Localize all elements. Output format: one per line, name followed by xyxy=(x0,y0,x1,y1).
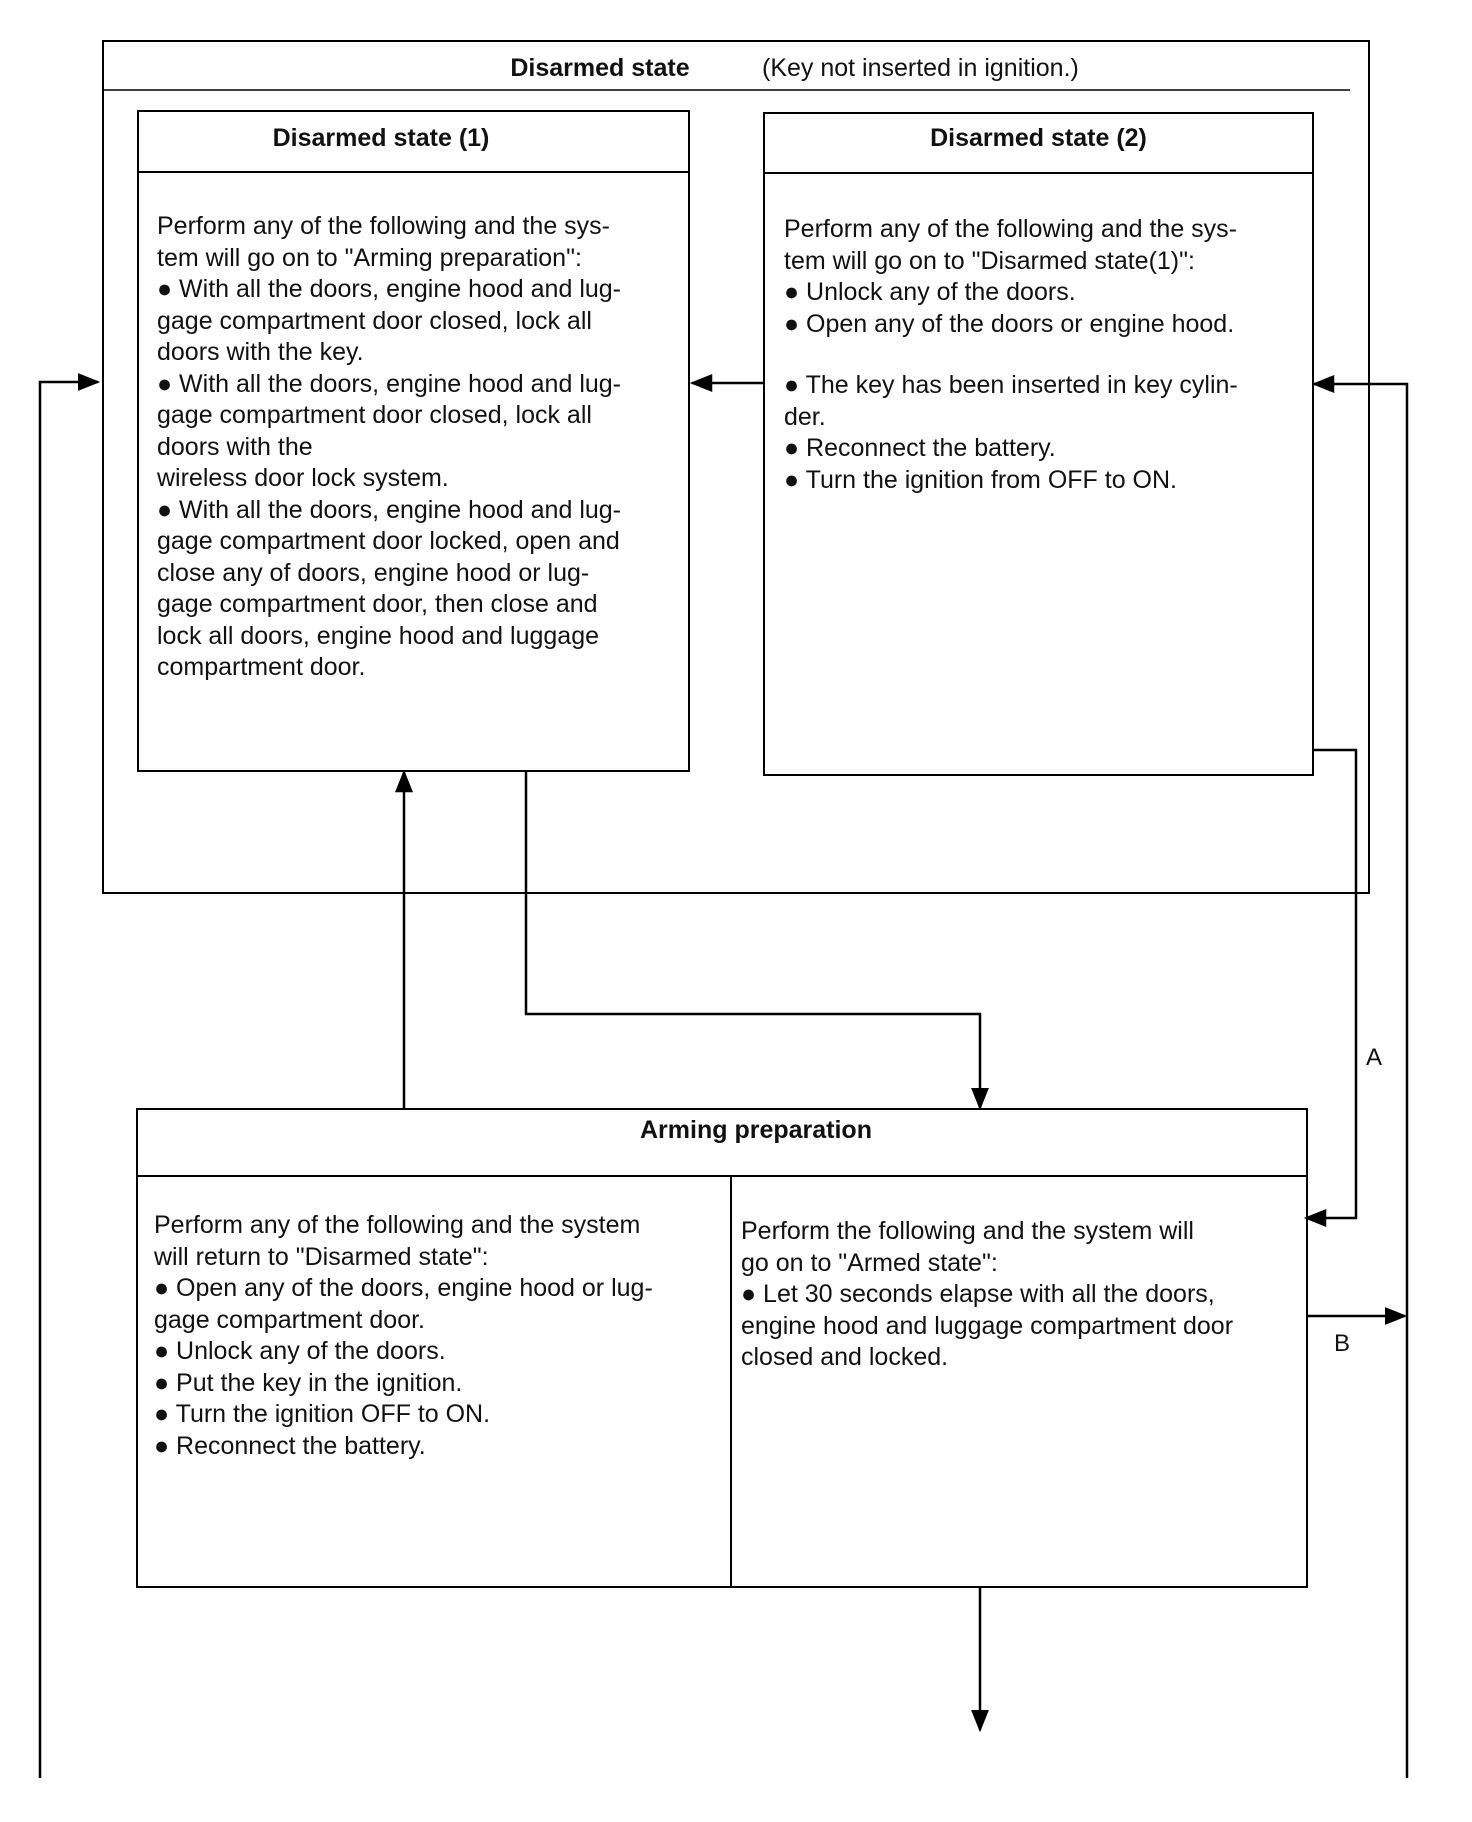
disarmed-state-1-header-divider xyxy=(139,171,688,173)
disarmed-state-2-line: Perform any of the following and the sys- xyxy=(784,215,1238,243)
disarmed-state-1-line: tem will go on to "Arming preparation": xyxy=(157,243,582,272)
label-a: A xyxy=(1366,1044,1383,1071)
arming-right-line: engine hood and luggage compartment door xyxy=(741,1311,1234,1340)
disarmed-state-1-line: ● With all the doors, engine hood and lug- xyxy=(157,369,622,398)
outer-title: Disarmed state xyxy=(510,54,690,82)
arming-left-line: ● Put the key in the ignition. xyxy=(154,1368,463,1397)
disarmed-state-1-line: doors with the xyxy=(157,432,313,461)
disarmed-state-1-line: ● With all the doors, engine hood and lug- xyxy=(157,495,622,524)
disarmed-state-1-line: ● With all the doors, engine hood and lug- xyxy=(157,275,622,303)
arming-left-line: ● Open any of the doors, engine hood or lug- xyxy=(154,1274,653,1302)
arming-right-line: Perform the following and the system will xyxy=(741,1217,1194,1245)
arming-right-line: closed and locked. xyxy=(741,1343,949,1371)
arming-left-line: ● Unlock any of the doors. xyxy=(154,1337,446,1365)
disarmed-state-1-line: gage compartment door, then close and xyxy=(157,590,598,618)
disarmed-state-1-line: wireless door lock system. xyxy=(157,464,449,492)
arming-left-line: gage compartment door. xyxy=(154,1305,425,1334)
disarmed-state-1-line: Perform any of the following and the sys- xyxy=(157,212,611,240)
disarmed-state-2-line: der. xyxy=(784,402,826,431)
disarmed-state-1-line: gage compartment door closed, lock all xyxy=(157,401,592,429)
disarmed-state-1-line: compartment door. xyxy=(157,653,366,681)
disarmed-state-2-line: ● Reconnect the battery. xyxy=(784,434,1056,462)
disarmed-state-1-line: gage compartment door locked, open and xyxy=(157,527,620,555)
disarmed-state-2-line: ● Unlock any of the doors. xyxy=(784,278,1076,306)
disarmed-state-2-title: Disarmed state (2) xyxy=(930,124,1147,152)
disarmed-state-1-line: lock all doors, engine hood and luggage xyxy=(157,621,600,650)
arrow-left-into-box1 xyxy=(40,382,98,1778)
disarmed-state-2-line: ● Open any of the doors or engine hood. xyxy=(784,309,1235,338)
disarmed-state-1-text xyxy=(157,211,677,684)
arming-left-line: Perform any of the following and the system xyxy=(154,1211,641,1239)
disarmed-state-2-line: ● Turn the ignition from OFF to ON. xyxy=(784,465,1178,494)
disarmed-state-1-line: gage compartment door closed, lock all xyxy=(157,306,592,335)
outer-note: (Key not inserted in ignition.) xyxy=(762,54,1079,82)
arming-left-text xyxy=(154,1210,734,1462)
disarmed-state-1-line: doors with the key. xyxy=(157,338,364,366)
arming-left-line: ● Turn the ignition OFF to ON. xyxy=(154,1400,491,1428)
arming-left-line: will return to "Disarmed state": xyxy=(154,1242,489,1271)
disarmed-state-2-line: ● The key has been inserted in key cylin- xyxy=(784,371,1238,399)
disarmed-state-2-line: tem will go on to "Disarmed state(1)": xyxy=(784,246,1195,275)
arming-left-line: ● Reconnect the battery. xyxy=(154,1431,426,1460)
arming-header-divider xyxy=(138,1175,1306,1177)
disarmed-state-1-line: close any of doors, engine hood or lug- xyxy=(157,558,590,587)
disarmed-state-2-text-a xyxy=(784,214,1304,340)
arming-right-text xyxy=(741,1216,1301,1374)
arming-right-line: go on to "Armed state": xyxy=(741,1248,998,1277)
arming-right-line: ● Let 30 seconds elapse with all the doors, xyxy=(741,1280,1215,1308)
arming-preparation-title: Arming preparation xyxy=(640,1116,872,1144)
disarmed-state-2-header-divider xyxy=(765,172,1312,174)
disarmed-state-2-text-b xyxy=(784,370,1304,496)
disarmed-state-1-title: Disarmed state (1) xyxy=(272,124,490,152)
label-b: B xyxy=(1334,1330,1351,1357)
